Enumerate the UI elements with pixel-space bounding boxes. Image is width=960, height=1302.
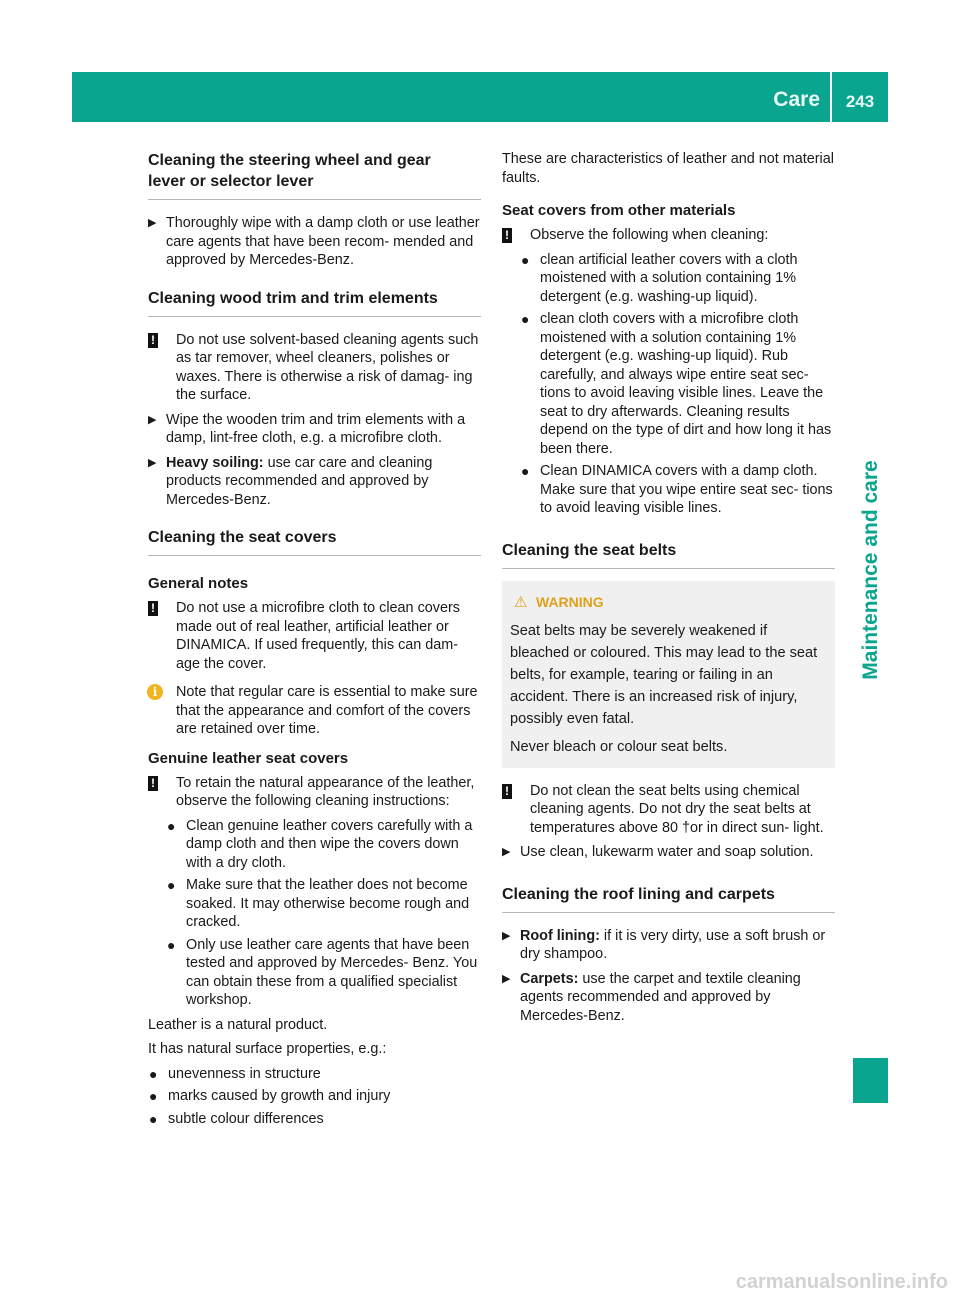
bullet-icon: ●	[167, 877, 176, 893]
warning-title: ⚠ WARNING	[514, 593, 604, 611]
caution-other: ! Observe the following when cleaning:	[502, 226, 835, 245]
list-item: ● Clean DINAMICA covers with a damp cloth. Make sure that you wipe entire seat sec- tions to avoid leaving visible lines.	[521, 463, 833, 516]
bullet-icon: ●	[167, 936, 176, 953]
chapter-tab-label: Maintenance and care	[858, 460, 882, 680]
info-general: i Note that regular care is essential to make sure that the appearance and comfort of the covers are retained over time.	[148, 683, 481, 739]
caution-belts: ! Do not clean the seat belts using chemical cleaning agents. Do not dry the seat belts at temperatures above 80 †or in direct sun- light.	[502, 782, 835, 838]
caution-leather: ! To retain the natural appearance of the leather, observe the following cleaning instructions:	[148, 774, 481, 811]
heading-seat-belts: Cleaning the seat belts	[502, 540, 835, 569]
heading-other-materials: Seat covers from other materials	[502, 202, 736, 219]
characteristics-text: These are characteristics of leather and not material faults.	[502, 151, 834, 186]
arrow-marker-icon: ▶	[148, 456, 157, 469]
step-wood-wipe: ▶ Wipe the wooden trim and trim elements with a damp, lint-free cloth, e.g. a microfibre cloth.	[148, 411, 466, 446]
list-item: ● Clean genuine leather covers carefully with a damp cloth and then wipe the covers down with a dry cloth.	[167, 817, 473, 871]
exclamation-icon: !	[148, 601, 158, 616]
bullet-icon: ●	[521, 251, 530, 268]
warning-text-2: Never bleach or colour seat belts.	[510, 738, 728, 755]
caution-general: ! Do not use a microfibre cloth to clean covers made out of real leather, artificial leather or DINAMICA. If used frequently, this can dam- age the cover.	[148, 599, 481, 673]
heading-general-notes: General notes	[148, 575, 249, 592]
natural-properties-text: It has natural surface properties, e.g.:	[148, 1041, 387, 1057]
leather-bullets	[166, 817, 481, 1010]
bullet-icon: ●	[167, 817, 176, 834]
list-item: ● Only use leather care agents that have been tested and approved by Mercedes- Benz. You can obtain these from a qualified specialist workshop.	[167, 936, 478, 1008]
other-bullets	[520, 251, 835, 518]
list-item: ● clean cloth covers with a microfibre cloth moistened with a solution containing 1% detergent (e.g. washing-up liquid). Rub carefully, and always wipe entire seat sec- tions to avoid leaving visible lines. Leave the seat to dry afterwards. Cleaning results depend on the type of dirt and how long it has been there.	[521, 311, 832, 457]
arrow-marker-icon: ▶	[502, 846, 511, 858]
step-roof: ▶ Roof lining: if it is very dirty, use a soft brush or dry shampoo.	[502, 927, 826, 962]
page-number: 243	[845, 92, 875, 111]
page-header	[72, 72, 888, 122]
warning-box	[502, 581, 835, 768]
chapter-marker	[853, 1058, 888, 1103]
bullet-icon: ●	[149, 1110, 158, 1127]
footer-watermark: carmanualsonline.info	[735, 1271, 948, 1293]
heading-leather: Genuine leather seat covers	[148, 749, 349, 767]
right-column	[502, 150, 835, 1031]
arrow-marker-icon: ▶	[502, 972, 511, 985]
exclamation-icon: !	[148, 333, 158, 348]
warning-triangle-icon: ⚠	[514, 593, 528, 611]
natural-product-text: Leather is a natural product.	[148, 1016, 328, 1033]
arrow-marker-icon: ▶	[148, 413, 157, 426]
heading-roof-carpets: Cleaning the roof lining and carpets	[502, 884, 835, 913]
section-title: Care	[773, 88, 820, 111]
heading-wood: Cleaning wood trim and trim elements	[148, 288, 481, 317]
list-item: ● clean artificial leather covers with a cloth moistened with a solution containing 1% detergent (e.g. washing-up liquid).	[521, 251, 798, 305]
bullet-icon: ●	[521, 463, 530, 479]
list-item: ● unevenness in structure	[149, 1065, 321, 1082]
bullet-icon: ●	[149, 1088, 158, 1104]
step-wood-heavy: ▶ Heavy soiling: use car care and cleaning products recommended and approved by Mercedes-Benz.	[148, 454, 433, 508]
exclamation-icon: !	[502, 784, 512, 799]
heading-seat-covers: Cleaning the seat covers	[148, 527, 481, 556]
list-item: ● marks caused by growth and injury	[149, 1088, 391, 1104]
chapter-tab	[853, 460, 888, 680]
left-column	[148, 150, 481, 1132]
caution-wood: ! Do not use solvent-based cleaning agents such as tar remover, wheel cleaners, polishes or waxes. There is otherwise a risk of damag- ing the surface.	[148, 331, 481, 405]
heading-steering: Cleaning the steering wheel and gear lever or selector lever	[148, 150, 481, 200]
exclamation-icon: !	[502, 228, 512, 243]
list-item: ● subtle colour differences	[149, 1110, 324, 1127]
step-carpets: ▶ Carpets: use the carpet and textile cleaning agents recommended and approved by Mercedes-Benz.	[502, 970, 801, 1024]
bullet-icon: ●	[149, 1065, 158, 1082]
arrow-marker-icon: ▶	[502, 929, 511, 942]
exclamation-icon: !	[148, 776, 158, 791]
list-item: ● Make sure that the leather does not become soaked. It may otherwise become rough and cracked.	[167, 877, 470, 930]
step-steering: ▶ Thoroughly wipe with a damp cloth or use leather care agents that have been recom- mended and approved by Mercedes-Benz.	[148, 215, 480, 268]
bullet-icon: ●	[521, 311, 530, 327]
arrow-marker-icon: ▶	[148, 217, 157, 229]
info-icon: i	[147, 684, 163, 700]
step-belts: ▶ Use clean, lukewarm water and soap solution.	[502, 844, 814, 860]
warning-text: Seat belts may be severely weakened if bleached or coloured. This may lead to the seat belts, for example, tearing or failing in an accident. There is an increased risk of injury, possibly even fatal.	[510, 622, 818, 727]
